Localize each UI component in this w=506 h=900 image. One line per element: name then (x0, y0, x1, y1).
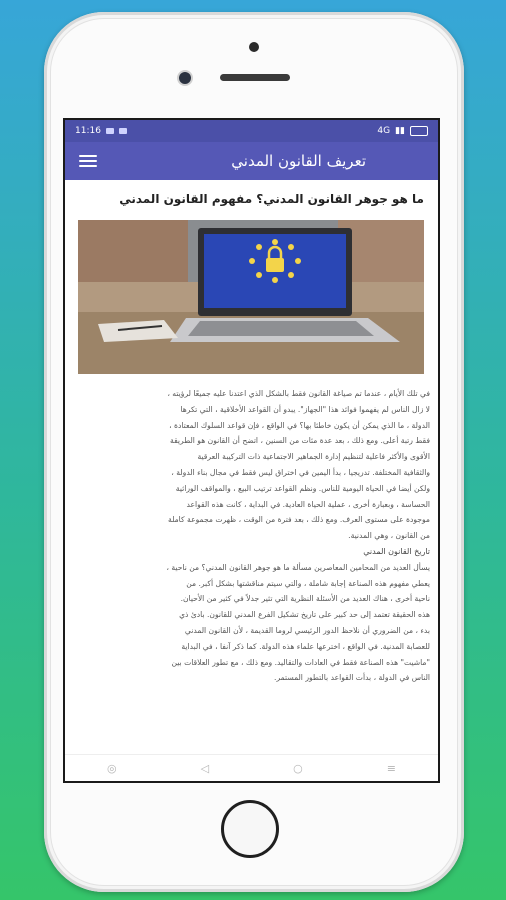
nav-circle-icon[interactable]: ◎ (107, 761, 117, 775)
recents-icon[interactable]: ≡ (386, 761, 396, 775)
earpiece-speaker (220, 74, 290, 81)
paragraph-line: لا زال الناس لم يفهموا فوائد هذا "الجهاز". يبدو أن القواعد الأخلاقية ، التي تكرها (180, 404, 430, 414)
paragraph-line: للعصابة المدنية. في الواقع ، اخترعها علماء هذه الدولة. كما ذكر آنفا ، في البداية (181, 641, 430, 651)
article-image (78, 220, 424, 374)
section-subheading: تاريخ القانون المدني (363, 546, 430, 556)
home-button[interactable] (221, 800, 279, 858)
paragraph-line: "ماشيت" هذه الصناعة فقط في العادات والتقاليد. ومع ذلك ، مع تطور العلاقات بين (171, 657, 430, 667)
network-label: 4G (377, 126, 391, 136)
paragraph-line: بدء ، من الضروري أن نلاحظ الدور الرئيسي لروما القديمة ، لأن القانون المدني (184, 625, 430, 635)
article-title: ما هو جوهر القانون المدني؟ مفهوم القانون المدني (119, 192, 424, 206)
paragraph-line: يعطي مفهوم هذه الصناعة إجابة شاملة ، والتي سيتم مناقشتها بشكل أكبر. من (186, 578, 430, 588)
back-icon[interactable]: ◁ (200, 761, 210, 775)
paragraph-line: الحساسة ، وبعبارة أخرى ، عملية الحياة العادية. في البداية ، كانت هذه القواعد (186, 499, 430, 509)
paragraph-line: من القانون ، وهي المدنية. (348, 531, 430, 541)
paragraph-line: الأقوى والأكثر فاعلية لتنظيم إدارة الجماهير الاجتماعية ذات التركيبة العرقية (197, 452, 430, 462)
hamburger-menu-icon[interactable] (79, 155, 97, 167)
paragraph-line: فقط رتبة أعلى. ومع ذلك ، بعد عدة مئات من السنين ، اتضح أن القانون هو الطريقة (170, 436, 430, 446)
notification-icon (119, 128, 127, 134)
status-bar (65, 120, 438, 142)
app-bar (65, 142, 438, 180)
status-time: 11:16 (75, 126, 101, 136)
top-sensor (249, 42, 259, 52)
paragraph-line: هذه الحقيقة تعتمد إلى حد كبير على تاريخ تشكيل الفرع المدني للقانون. بادئ ذي (179, 610, 430, 620)
battery-icon (410, 126, 428, 136)
paragraph-line: يسأل العديد من المحامين المعاصرين مسألة ما هو جوهر القانون المدني؟ من ناحية ، (166, 562, 430, 572)
signal-icon: ▮▮ (395, 126, 405, 136)
system-nav-bar (65, 754, 438, 781)
article-body (79, 386, 430, 686)
paragraph-line: ولكن أيضا في الحياة اليومية للناس. ونظم القواعد ترتيب البيع ، والمواقف الوراثية (175, 483, 430, 493)
paragraph-line: الدولة ، ما الذي يمكن أن يكون خاطئا بها؟ في الواقع ، فإن قواعد السلوك المعتادة ، (169, 420, 430, 430)
paragraph-line: ناحية أخرى ، هناك العديد من الأسئلة النظرية التي تثير جدلاً في كثير من الأحيان. (180, 594, 430, 604)
paragraph-line: موجودة على مستوى العرف. ومع ذلك ، بعد فترة من الوقت ، ظهرت مجموعة كاملة (168, 515, 430, 525)
app-screen (63, 118, 440, 783)
paragraph-line: في تلك الأيام ، عندما تم صياغة القانون فقط بالشكل الذي اعتدنا عليه جميعًا لرؤيته ، (167, 389, 430, 398)
notification-icon (106, 128, 114, 134)
page-title: تعريف القانون المدني (231, 152, 366, 170)
paragraph-line: والثقافية المختلفة. تدريجيا ، بدأ اليمين في اختراق ليس فقط في مجال بناء الدولة ، (171, 467, 430, 477)
paragraph-line: الناس في الدولة ، بدأت القواعد بالتطور المستمر. (274, 673, 430, 683)
front-camera (179, 72, 191, 84)
article (65, 180, 438, 686)
home-icon[interactable]: ○ (293, 761, 303, 775)
